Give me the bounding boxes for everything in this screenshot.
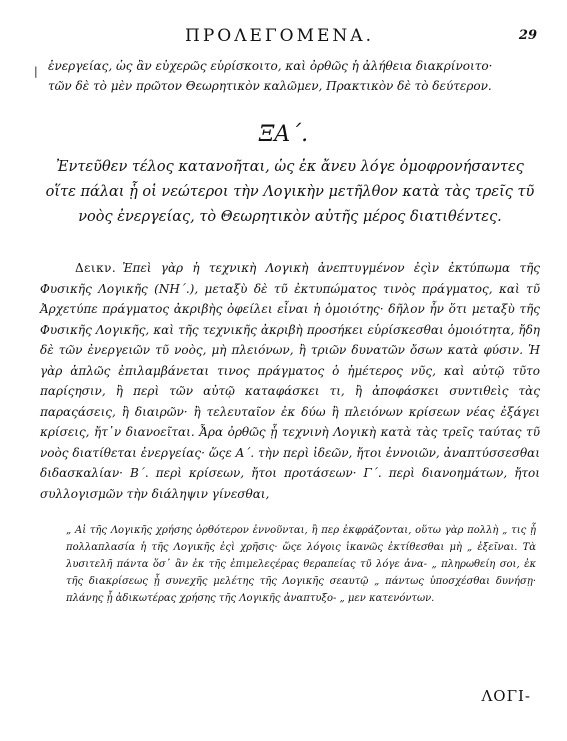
section-number: ΞΑ΄. (258, 122, 309, 147)
continuation-paragraph (34, 56, 508, 96)
demonstration-text (40, 258, 540, 504)
section-summary: Ἐντεῦθεν τέλος κατανοῆται, ὡς ἐκ ἄνευ λόγε ὁμοφρονήσαντες οἵτε πάλαι ᾗ οἱ νεώτεροι τὴν Λογικὴν μετῆλθον κατὰ τὰς τρεῖς τῦ νοὸς ἐνεργείας, τὸ Θεωρητικὸν αὐτῆς μέρος διατιθέντες. (45, 159, 535, 225)
footnote-text: „ Αἱ τῆς Λογικῆς χρήσης ὀρθότερον ἐννοῦνται, ἢ περ ἐκφράζονται, οὕτω γὰρ πολλὴ „ τις ᾗ πολλαπλασία ἡ τῆς Λογικῆς ἐςὶ χρῆσις· ὥςε λόγοις ἱκανῶς ἐκτίθεσθαι μὴ „ ἐξεῖναι. Τὰ λυσιτελῆ πάντα ὅσ᾿ ἂν ἐκ τῆς ἐπιμελεςέρας θεραπείας τῦ λόγε ἀνα- „ πληρωθείη σοι, ἐκ τῆς διακρίσεως ᾗ συνεχῆς μελέτης τῆς Λογικῆς σεαυτῷ „ πάντως ὑποσχέσθαι δυνήσῃ· πλάνης ᾗ ἀδικωτέρας χρήσης τῆς Λογικῆς ἀναπτυξο- „ μεν κατενόντων. (66, 525, 536, 604)
demonstration-paragraph (40, 258, 540, 504)
footnote (66, 522, 536, 607)
page-number: 29 (518, 28, 537, 43)
running-title: ΠΡΟΛΕΓΟΜΕΝΑ. (185, 26, 374, 46)
demonstration-lead: Δεικν. (75, 261, 117, 275)
catchword: ΛΟΓΙ- (481, 687, 531, 705)
page-header (0, 26, 567, 48)
margin-mark: | (34, 65, 38, 78)
demonstration-body: Ἐπεὶ γὰρ ἡ τεχνικὴ Λογικὴ ἀνεπτυγμένον ἐςὶν ἐκτύπωμα τῆς Φυσικῆς Λογικῆς (ΝΗ΄.), μεταξὺ δὲ τῦ ἐκτυπώματος τινὸς πράγματος, καὶ τῦ Ἀρχετύπε πράγματος ἀκριβὴς ὀφείλει εἶναι ἡ ὁμοιότης· δῆλον ἦν ὅτι μεταξὺ τῆς Φυσικῆς Λογικῆς, καὶ τῆς τεχνικῆς ἀκριβὴ προσήκει εὑρίσκεσθαι ὁμοιότητα, ἤδη δὲ τῶν ἐνεργειῶν τῦ νοὸς, μὴ πλειόνων, ἢ τριῶν δυνατῶν ὄσων κατὰ φύσιν. Ἡ γὰρ ἁπλῶς ἐπιλαμβάνεται τινος πράγματος ὁ ἡμέτερος νῦς, καὶ αὐτῷ τῦτο παρίςησιν, ἢ περὶ τῶν αὐτῷ καταφάσκει τι, ἢ ἀποφάσκει συντιθεὶς τὰς παραςάσεις, ἢ διαιρῶν· ἢ τελευταῖον ἐκ δύω ἢ πλειόνων κρίσεων νέας ἐξάγει κρίσεις, ἤτ᾿ν διανοεῖται. Ἆρα ὀρθῶς ᾗ τεχνινὴ Λογικὴ κατὰ τὰς τρεῖς ταύτας τῦ νοὸς διατίθεται ἐνεργείας· ὥςε Α΄. τὴν περὶ ἰδεῶν, ἤτοι ἐννοιῶν, ἀναπτύσσεσθαι διδασκαλίαν· Β΄. περὶ κρίσεων, ἤτοι προτάσεων· Γ΄. περὶ διανοημάτων, ἤτοι συλλογισμῶν τὴν διάληψιν γίνεσθαι, (40, 261, 540, 501)
continuation-text: ἐνεργείας, ὡς ἂν εὐχερῶς εὑρίσκοιτο, καὶ ὀρθῶς ἡ ἀλήθεια διακρίνοιτο· τῶν δὲ τὸ μὲν πρῶτον Θεωρητικὸν καλῶμεν, Πρακτικὸν δὲ τὸ δεύτερον. (48, 59, 493, 93)
